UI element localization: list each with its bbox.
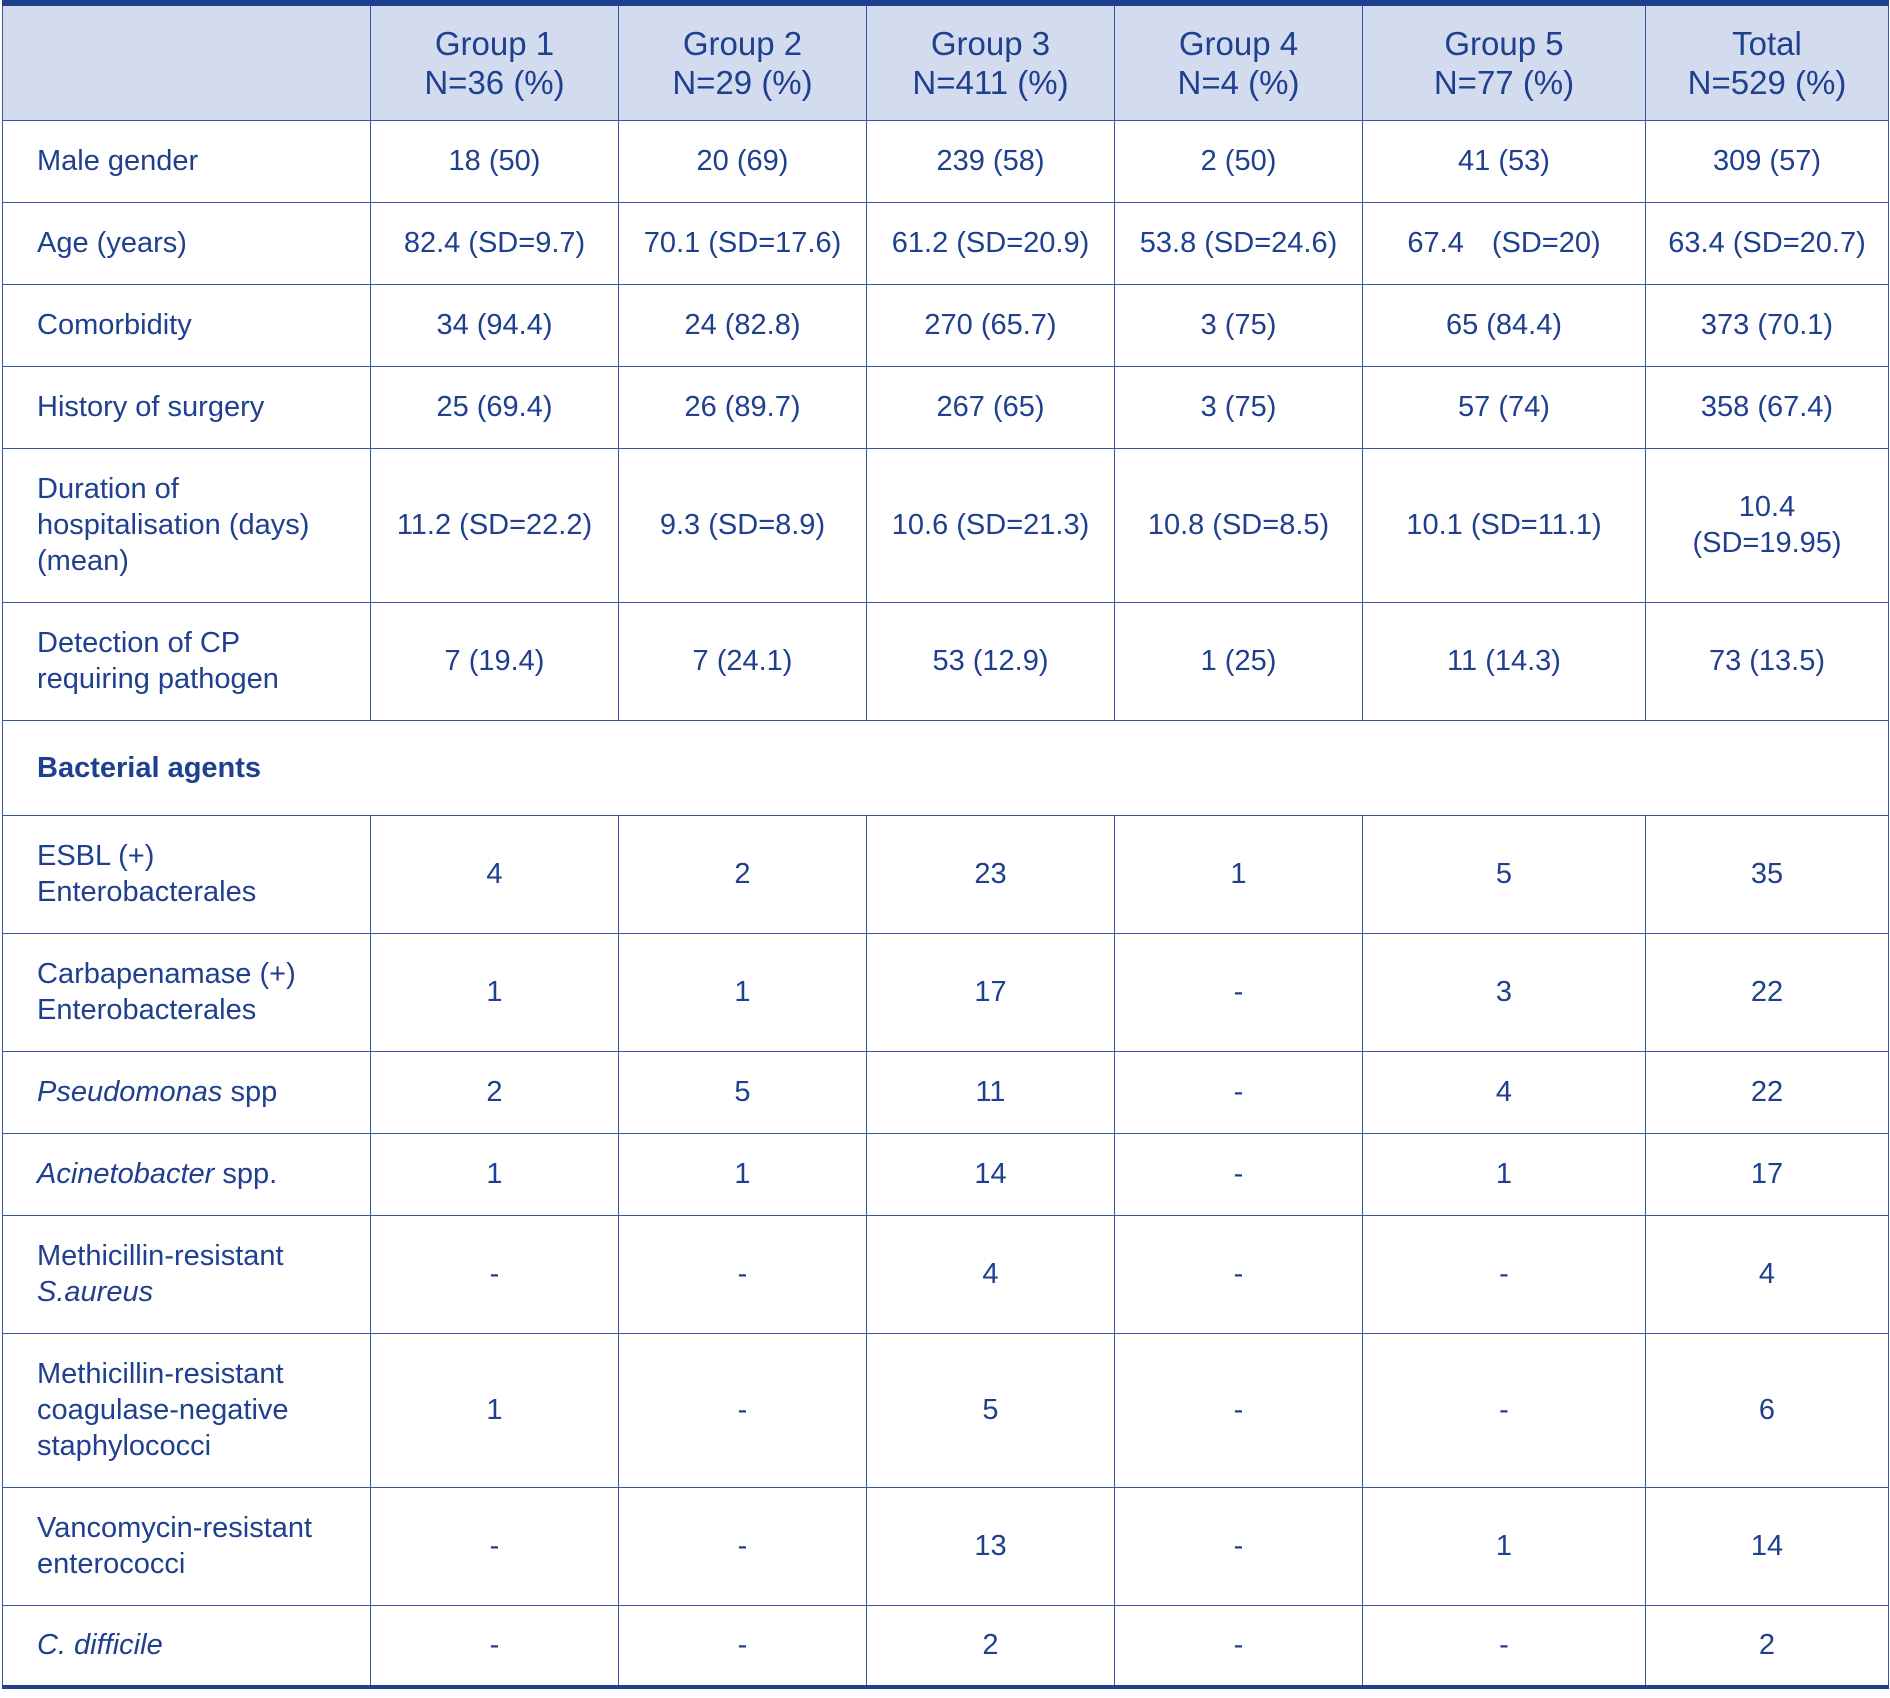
header-count: N=36 (%) [424,63,565,101]
table-cell: 10.8 (SD=8.5) [1115,448,1363,602]
row-label: History of surgery [3,366,371,448]
row-label [3,1487,371,1605]
row-label: Age (years) [3,202,371,284]
table-cell: 309 (57) [1646,120,1889,202]
label-rest: spp. [214,1158,278,1190]
table-cell: 11 [867,1051,1115,1133]
table-cell: 1 [1363,1487,1646,1605]
table-cell: 57 (74) [1363,366,1646,448]
table-cell: 10.1 (SD=11.1) [1363,448,1646,602]
row-label: Comorbidity [3,284,371,366]
row-label [3,448,371,602]
table-cell: - [1115,1487,1363,1605]
table-row-c-difficile [3,1605,1889,1687]
table-cell: 10.6 (SD=21.3) [867,448,1115,602]
header-title: Group 1 [434,24,555,62]
table-header [3,3,1889,120]
header-empty-cell [3,3,371,120]
section-label: Bacterial agents [3,720,1889,815]
row-label [3,1133,371,1215]
table-cell: 14 [1646,1487,1889,1605]
header-count: N=29 (%) [672,63,813,101]
table-cell: - [1115,1215,1363,1333]
table-cell: 4 [867,1215,1115,1333]
table-cell: 2 [619,815,867,933]
header-group-5 [1363,3,1646,120]
section-row-bacterial-agents [3,720,1889,815]
table-cell: 53 (12.9) [867,602,1115,720]
table-row-acinetobacter [3,1133,1889,1215]
table-cell: 70.1 (SD=17.6) [619,202,867,284]
table-cell: - [619,1605,867,1687]
header-group-4 [1115,3,1363,120]
table-cell: - [619,1487,867,1605]
data-table [2,0,1889,1689]
table-cell: - [1115,1051,1363,1133]
table-cell: 63.4 (SD=20.7) [1646,202,1889,284]
table-row-male-gender [3,120,1889,202]
table-cell: 373 (70.1) [1646,284,1889,366]
table-row-history-of-surgery [3,366,1889,448]
table-cell: 22 [1646,1051,1889,1133]
header-row [3,3,1889,120]
label-italic: Pseudomonas [37,1076,223,1108]
table-row-detection-of-cp [3,602,1889,720]
row-label: Male gender [3,120,371,202]
table-row-vre [3,1487,1889,1605]
table-cell: 5 [619,1051,867,1133]
table-cell: 2 (50) [1115,120,1363,202]
row-label [3,1333,371,1487]
header-count: N=77 (%) [1433,63,1575,101]
label-line: ESBL (+) [37,840,155,872]
table-cell: 82.4 (SD=9.7) [371,202,619,284]
table-cell: 11 (14.3) [1363,602,1646,720]
table-cell: 6 [1646,1333,1889,1487]
table-cell: 4 [1363,1051,1646,1133]
table-cell: 53.8 (SD=24.6) [1115,202,1363,284]
table-cell: - [371,1605,619,1687]
value-line: 10.4 [1738,491,1796,523]
table-cell: 61.2 (SD=20.9) [867,202,1115,284]
table-cell: 25 (69.4) [371,366,619,448]
table-cell: 13 [867,1487,1115,1605]
label-line: Vancomycin-resistant [37,1512,313,1544]
table-cell: 2 [371,1051,619,1133]
table-cell: 239 (58) [867,120,1115,202]
label-italic: Acinetobacter [37,1158,215,1190]
table-cell: - [619,1333,867,1487]
table-cell: 270 (65.7) [867,284,1115,366]
table-cell: - [1115,1333,1363,1487]
header-count: N=411 (%) [912,63,1069,101]
table-cell: - [1363,1333,1646,1487]
table-cell: 41 (53) [1363,120,1646,202]
table-cell: 17 [1646,1133,1889,1215]
table-cell [1646,448,1889,602]
table-cell: 267 (65) [867,366,1115,448]
age-sd: (SD=20) [1491,227,1601,259]
table-cell: - [619,1215,867,1333]
header-title: Group 3 [930,24,1051,62]
row-label [3,1051,371,1133]
header-group-1 [371,3,619,120]
table-cell: - [371,1487,619,1605]
table-cell: 5 [867,1333,1115,1487]
header-group-3 [867,3,1115,120]
table-row-pseudomonas [3,1051,1889,1133]
table-cell: 18 (50) [371,120,619,202]
table-cell: 1 [619,933,867,1051]
table-cell: 4 [371,815,619,933]
label-italic: S.aureus [37,1276,154,1308]
table-cell: 2 [867,1605,1115,1687]
header-title: Group 2 [682,24,803,62]
table-row-mr-cons [3,1333,1889,1487]
label-line: hospitalisation (days) [37,509,310,541]
label-line: (mean) [37,545,129,577]
header-count: N=4 (%) [1177,63,1300,101]
header-total [1646,3,1889,120]
label-line: Detection of CP [37,627,241,659]
table-cell: 1 (25) [1115,602,1363,720]
table-cell: 7 (24.1) [619,602,867,720]
table-cell: 20 (69) [619,120,867,202]
label-line: coagulase-negative [37,1394,289,1426]
label-line: Methicillin-resistant [37,1240,284,1272]
table-cell: 358 (67.4) [1646,366,1889,448]
table-cell: 65 (84.4) [1363,284,1646,366]
table-cell: 2 [1646,1605,1889,1687]
age-mean: 67.4 [1407,227,1464,259]
label-line: Methicillin-resistant [37,1358,284,1390]
table-row-age [3,202,1889,284]
table-row-duration-of-hospitalisation [3,448,1889,602]
table-cell: 3 (75) [1115,284,1363,366]
table-row-carbapenamase [3,933,1889,1051]
row-label [3,933,371,1051]
header-title: Group 4 [1178,24,1299,62]
table-row-mrsa [3,1215,1889,1333]
table-cell: - [1115,1605,1363,1687]
table-cell: 3 [1363,933,1646,1051]
header-group-2 [619,3,867,120]
table-cell: 1 [371,1133,619,1215]
table-cell: 73 (13.5) [1646,602,1889,720]
table-row-esbl [3,815,1889,933]
label-line: Enterobacterales [37,994,257,1026]
table-cell: 1 [1363,1133,1646,1215]
table-cell: 11.2 (SD=22.2) [371,448,619,602]
table-cell: 14 [867,1133,1115,1215]
table-cell: 1 [619,1133,867,1215]
table-cell: 34 (94.4) [371,284,619,366]
table-cell: - [1363,1605,1646,1687]
header-title: Group 5 [1444,24,1564,62]
table-cell: 26 (89.7) [619,366,867,448]
table-cell: - [1115,1133,1363,1215]
table-cell: 17 [867,933,1115,1051]
value-line: (SD=19.95) [1692,527,1842,559]
label-line: Carbapenamase (+) [37,958,296,990]
table-cell: 24 (82.8) [619,284,867,366]
header-title: Total [1732,24,1802,62]
table-cell: - [1363,1215,1646,1333]
table-cell: - [371,1215,619,1333]
row-label [3,602,371,720]
table-cell: 5 [1363,815,1646,933]
label-line: enterococci [37,1548,186,1580]
row-label [3,815,371,933]
table-cell: 1 [371,1333,619,1487]
table-cell: 4 [1646,1215,1889,1333]
table-cell: - [1115,933,1363,1051]
table-cell: 23 [867,815,1115,933]
table-cell [1363,202,1646,284]
label-line: Duration of [37,473,179,505]
table-cell: 22 [1646,933,1889,1051]
label-italic: C. difficile [37,1629,163,1662]
label-line: staphylococci [37,1430,212,1462]
table-cell: 3 (75) [1115,366,1363,448]
table-cell: 1 [371,933,619,1051]
row-label [3,1215,371,1333]
table-row-comorbidity [3,284,1889,366]
table-cell: 7 (19.4) [371,602,619,720]
label-rest: spp [222,1076,278,1108]
table-cell: 35 [1646,815,1889,933]
header-count: N=529 (%) [1687,63,1847,101]
row-label [3,1605,371,1687]
label-line: Enterobacterales [37,876,257,908]
label-line: requiring pathogen [37,663,279,695]
table-cell: 1 [1115,815,1363,933]
table-body [3,120,1889,1687]
table-cell: 9.3 (SD=8.9) [619,448,867,602]
